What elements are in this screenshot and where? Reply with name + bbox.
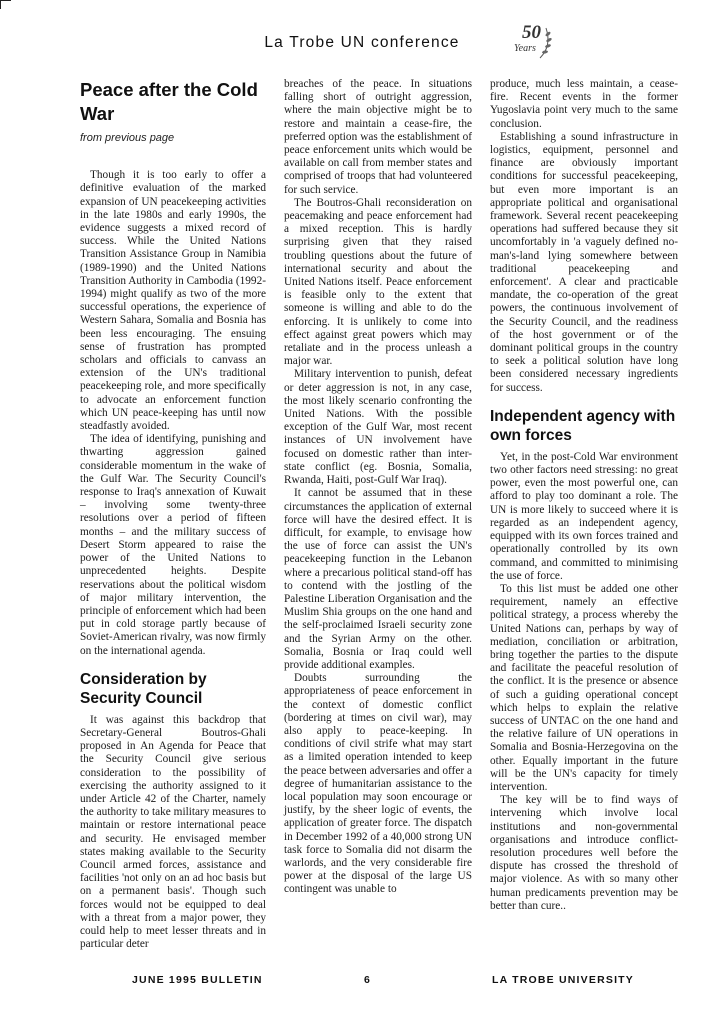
paragraph: It cannot be assumed that in these circumstances the application of external force will have the desired effect. It is difficult, for example, to envisage how the use of force can assist the UN's peacekeeping function in the Lebanon where a precarious political stand-off has to contend with the jostling of the Palestine Liberation Organisation and the Muslim Shia groups on the one hand and the self-proclaimed Israeli security zone and the Syrian Army on the other. Somalia, Bosnia or Iraq could well provide additional examples. bbox=[284, 487, 472, 671]
laurel-icon bbox=[536, 26, 554, 60]
logo-word: Years bbox=[514, 43, 536, 54]
page-number: 6 bbox=[364, 974, 372, 986]
logo-number: 50 bbox=[522, 22, 541, 43]
paragraph: It was against this backdrop that Secretary-General Boutros-Ghali proposed in An Agenda for Peace that the Security Council give serious consideration to the possibility of exercising the authority assigned to it under Article 42 of the Charter, namely the authority to take military measures to maintain or restore international peace and security. He envisaged member states making available to the Security Council armed forces, assistance and facilities 'not only on an ad hoc basis but on a permanent basis'. Though such forces would not be equipped to deal with a threat from a major power, they could help to meet lesser threats and in particular deter bbox=[80, 713, 266, 951]
paragraph: The idea of identifying, punishing and thwarting aggression gained considerable momentum in the wake of the Gulf War. The Security Council's response to Iraq's annexation of Kuwait – involving some twenty-three resolutions over a period of fifteen months – and the military success of Desert Storm appeared to raise the power of the United Nations to unprecedented heights. Despite reservations about the political wisdom of major military intervention, the principle of enforcement which had been put in cold storage partly because of Soviet-American rivalry, was now firmly on the international agenda. bbox=[80, 433, 266, 657]
article-column-3 bbox=[490, 78, 678, 913]
page-header-title: La Trobe UN conference bbox=[264, 34, 460, 51]
paragraph: The key will be to find ways of intervening which involve local institutions and non-governmental organisations and introduce conflict-resolution procedures well before the dispute has crossed the threshold of major violence. As with so many other human predicaments prevention may be better than cure.. bbox=[490, 794, 678, 912]
paragraph: Military intervention to punish, defeat or deter aggression is not, in any case, the most likely scenario confronting the United Nations. With the possible exception of the Gulf War, most recent instances of UN involvement have focused on domestic rather than inter-state conflict (eg. Bosnia, Somalia, Rwanda, Haiti, post-Gulf War Iraq). bbox=[284, 368, 472, 487]
paragraph: Establishing a sound infrastructure in logistics, equipment, personnel and finance are obviously important conditions for successful peacekeeping, but even more important is an appropriate political and organisational framework. Several recent peacekeeping operations had suffered because they sit uncomfortably in 'a vaguely defined no-man's-land lying somewhere between traditional peacekeeping and enforcement'. A clear and practicable mandate, the co-operation of the great powers, the continuous involvement of the Security Council, and the readiness of the host government or of the dominant political groups in the country to seek a political solution have long been considered necessary ingredients for success. bbox=[490, 130, 678, 394]
continued-note: from previous page bbox=[80, 132, 175, 144]
paragraph: produce, much less maintain, a cease-fire. Recent events in the former Yugoslavia point very much to the same conclusion. bbox=[490, 78, 678, 130]
article-headline: Peace after the Cold War bbox=[80, 79, 258, 124]
page-footer bbox=[0, 974, 724, 990]
footer-issue: JUNE 1995 BULLETIN bbox=[132, 974, 263, 986]
footer-institution: LA TROBE UNIVERSITY bbox=[492, 974, 635, 986]
article-column-2 bbox=[284, 78, 472, 897]
subheading-independent-agency: Independent agency with own forces bbox=[490, 407, 676, 444]
paragraph: To this list must be added one other requirement, namely an effective political strategy, a process whereby the United Nations can, perhaps by way of mediation, conciliation or arbitration, bring together the parties to the dispute and facilitate the peaceful resolution of the conflict. It is the presence or absence of such a guiding operational concept which helps to explain the relative success of UNTAC on the one hand and the relative failure of UN operations in Somalia and Bosnia-Herzegovina on the other. Equally important in the future will be the UN's capacity for timely intervention. bbox=[490, 582, 678, 793]
paragraph: Yet, in the post-Cold War environment two other factors need stressing: no great power, even the most powerful one, can afford to play too dominant a role. The UN is more likely to succeed where it is regarded as an independent agency, equipped with its own forces trained and operationally controlled by its own command, and committed to minimising the use of force. bbox=[490, 450, 678, 582]
fifty-years-logo bbox=[508, 22, 556, 62]
crop-mark bbox=[0, 0, 11, 9]
paragraph: Though it is too early to offer a definitive evaluation of the marked expansion of UN peacekeeping activities in the late 1980s and early 1990s, the evidence suggests a mixed record of success. While the United Nations Transition Assistance Group in Namibia (1989-1990) and the United Nations Transition Authority in Cambodia (1992-1994) might qualify as two of the more successful operations, the experience of Western Sahara, Somalia and Bosnia has been less encouraging. The ensuing sense of frustration has prompted scholars and officials to canvass an extension of the UN's traditional peacekeeping role, and more specifically to advocate an enforcement function which UN peace-keeping has until now steadfastly avoided. bbox=[80, 169, 266, 433]
subheading-security-council: Consideration by Security Council bbox=[80, 670, 207, 707]
paragraph: Doubts surrounding the appropriateness of peace enforcement in the context of domestic conflict (bordering at times on civil war), may also apply to peace-keeping. In conditions of civil strife what may start as a limited operation intended to keep the peace between adversaries and offer a degree of humanitarian assistance to the local population may soon encourage or justify, by the sheer logic of events, the application of greater force. The dispatch in December 1992 of a 40,000 strong UN task force to Somalia did not disarm the warlords, and the very considerable fire power at the disposal of the large US contingent was unable to bbox=[284, 672, 472, 896]
paragraph: breaches of the peace. In situations falling short of outright aggression, where the main objective might be to restore and maintain a cease-fire, the preferred option was the establishment of peace enforcement units which would be available on call from member states and comprised of troops that had volunteered for such service. bbox=[284, 78, 472, 196]
article-column-1 bbox=[80, 78, 266, 951]
paragraph: The Boutros-Ghali reconsideration on peacemaking and peace enforcement had a mixed reception. This is hardly surprising given that they raised troubling questions about the future of international security and about the United Nations itself. Peace enforcement is feasible only to the extent that someone is willing and able to do the enforcing. It is unlikely to come into effect against great powers which may retaliate and in the process unleash a major war. bbox=[284, 196, 472, 368]
